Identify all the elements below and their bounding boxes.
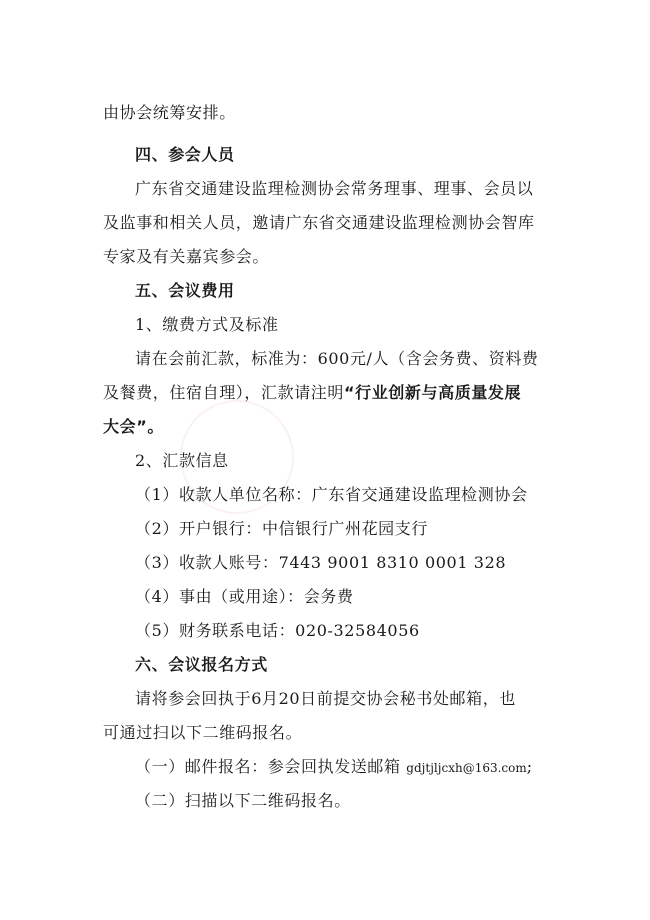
event-name-bold: 大会”。 (103, 417, 164, 436)
paragraph-line (103, 382, 521, 404)
remittance-item: （5）财务联系电话：020-32584056 (135, 621, 420, 640)
subsection-heading: 2、汇款信息 (135, 451, 229, 470)
registration-item (135, 756, 533, 779)
remittance-item: （2）开户银行：中信银行广州花园支行 (135, 519, 428, 538)
paragraph-line: 可通过扫以下二维码报名。 (103, 723, 303, 742)
text-line: 由协会统筹安排。 (103, 103, 236, 122)
text-segment: 及餐费，住宿自理），汇款请注明 (103, 383, 345, 402)
event-name-bold: “行业创新与高质量发展 (344, 383, 522, 402)
email-address: gdjtjljcxh@163.com (406, 761, 527, 775)
text-segment: （一）邮件报名：参会回执发送邮箱 (135, 757, 401, 776)
paragraph-line: 请将参会回执于6月20日前提交协会秘书处邮箱，也 (135, 689, 516, 708)
registration-item: （二）扫描以下二维码报名。 (135, 791, 351, 810)
paragraph-line: 请在会前汇款，标准为：600元/人（含会务费、资料费 (135, 349, 539, 368)
section-heading-5: 五、会议费用 (135, 281, 235, 300)
remittance-item: （4）事由（或用途）：会务费 (135, 587, 354, 606)
section-heading-4: 四、参会人员 (135, 145, 235, 164)
subsection-heading: 1、缴费方式及标准 (135, 315, 279, 334)
remittance-item: （3）收款人账号：7443 9001 8310 0001 328 (135, 553, 507, 572)
section-heading-6: 六、会议报名方式 (135, 655, 268, 674)
paragraph-line: 广东省交通建设监理检测协会常务理事、理事、会员以 (135, 179, 534, 198)
text-segment: ; (526, 757, 533, 776)
paragraph-line: 及监事和相关人员，邀请广东省交通建设监理检测协会智库 (103, 213, 535, 232)
remittance-item: （1）收款人单位名称：广东省交通建设监理检测协会 (135, 485, 528, 504)
paragraph-line: 专家及有关嘉宾参会。 (103, 247, 270, 266)
